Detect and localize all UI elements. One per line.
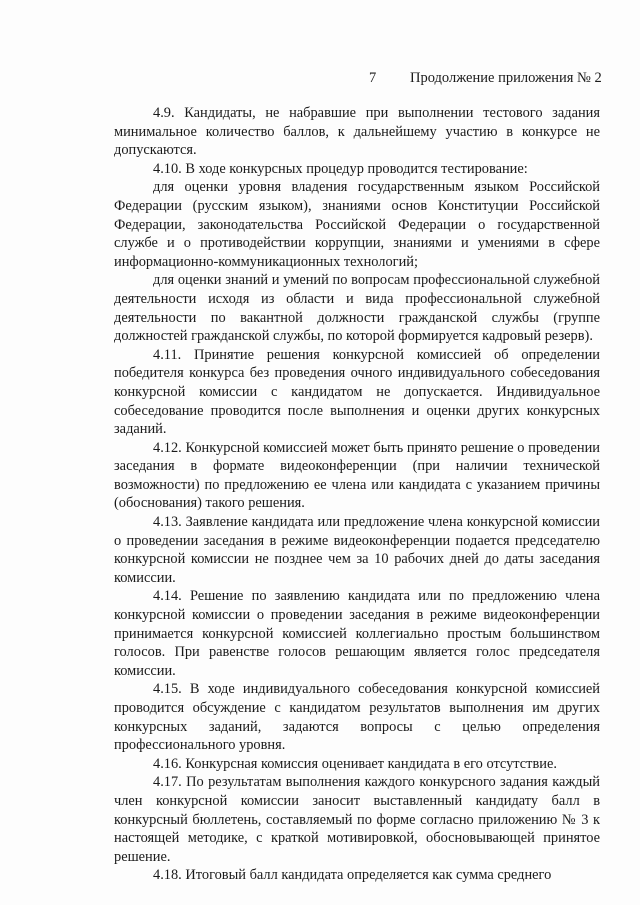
- page-header: [0, 70, 640, 90]
- page-number: 7: [369, 70, 377, 86]
- paragraph-4-10: 4.10. В ходе конкурсных процедур проводится тестирование:: [153, 160, 528, 177]
- header-title: Продолжение приложения № 2: [410, 70, 602, 86]
- document-body: [114, 104, 600, 885]
- paragraph-4-18: 4.18. Итоговый балл кандидата определяется как сумма среднего: [153, 867, 552, 884]
- paragraph-4-13: 4.13. Заявление кандидата или предложение члена конкурсной комиссии о проведении заседания в режиме видеоконференции подается председателю конкурсной комиссии не позднее чем за 10 рабочих дней до даты заседания комиссии.: [114, 514, 600, 586]
- paragraph-4-15: 4.15. В ходе индивидуального собеседования конкурсной комиссией проводится обсуждение с кандидатом результатов выполнения им других конкурсных заданий, задаются вопросы с целью определения профессионального уровня.: [114, 681, 600, 754]
- paragraph-4-12: 4.12. Конкурсной комиссией может быть принято решение о проведении заседания в формате видеоконференции (при наличии технической возможности) по предложению ее члена или кандидата с указанием причины (обоснования) такого решения.: [114, 439, 600, 512]
- paragraph-4-14: 4.14. Решение по заявлению кандидата или по предложению члена конкурсной комиссии о проведении заседания в режиме видеоконференции принимается конкурсной комиссией коллегиально простым большинством голосов. При равенстве голосов решающим является голос председателя комиссии.: [114, 588, 600, 679]
- paragraph-4-16: 4.16. Конкурсная комиссия оценивает кандидата в его отсутствие.: [153, 755, 557, 772]
- paragraph-4-11: 4.11. Принятие решения конкурсной комиссией об определении победителя конкурса без проведения очного индивидуального собеседования конкурсной комиссии с кандидатом не допускается. Индивидуальное собеседование проводится после выполнения и оценки других конкурсных заданий.: [114, 346, 600, 438]
- paragraph-4-10-item-1: для оценки уровня владения государственным языком Российской Федерации (русским языком), знаниями основ Конституции Российской Федерации, законодательства Российской Федерации о государственной службе и о противодействии коррупции, знаниями и умениями в сфере информационно-коммуникационных технологий;: [114, 179, 600, 270]
- paragraph-4-10-item-2: для оценки знаний и умений по вопросам профессиональной служебной деятельности исходя из области и вида профессиональной служебной деятельности по вакантной должности гражданской службы (группе должностей гражданской службы, по которой формируется кадровый резерв).: [114, 272, 600, 345]
- paragraph-4-17: 4.17. По результатам выполнения каждого конкурсного задания каждый член конкурсной комиссии заносит выставленный кандидату балл в конкурсный бюллетень, составляемый по форме согласно приложению № 3 к настоящей методике, с краткой мотивировкой, обосновывающей принятое решение.: [114, 774, 600, 865]
- paragraph-4-9: 4.9. Кандидаты, не набравшие при выполнении тестового задания минимальное количество баллов, к дальнейшему участию в конкурсе не допускаются.: [114, 105, 600, 159]
